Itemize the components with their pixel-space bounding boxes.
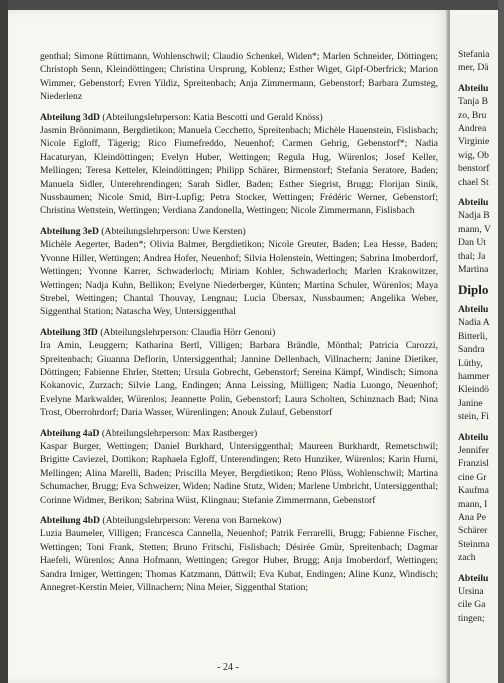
right-page-line: cine Gr — [458, 471, 487, 483]
right-page-heading: Abteilu — [458, 431, 489, 443]
right-page-line: zo, Bru — [458, 109, 487, 121]
right-page-heading: Abteilu — [458, 303, 489, 315]
right-page — [450, 10, 498, 683]
right-page-line: Tanja B — [458, 96, 488, 108]
right-page-line: Martina — [458, 264, 489, 276]
left-page-column — [40, 50, 438, 601]
section-teacher: (Abteilungslehrperson: Verena von Barnekow) — [99, 515, 282, 526]
right-page-line: Sandra — [458, 344, 485, 356]
section-names-4bD: Luzia Baumeler, Villigen; Francesca Cannella, Neuenhof; Patrik Ferrarelli, Brugg; Fabienne Fischer, Wettingen; Toni Frank, Stetten; Bruno Fritschi, Fislisbach; Désirée Gmür, Spreitenbach; Dagmar Haefeli, Würenlos; Anna Hofmann, Wettingen; Gregor Huber, Brugg; Anja Imoberdorf, Wettingen; Sandra Irniger, Wettingen; Thomas Katzmann, Dättwil; Eva Kubat, Endingen; Aline Kunz, Windisch; Annegret-Kerstin Meier, Villnachern; Nina Meier, Siggenthal Station; — [40, 528, 438, 594]
section-heading-4aD — [40, 427, 438, 440]
right-page-line: hammer — [458, 370, 490, 382]
section-heading-3dD — [40, 111, 438, 124]
right-page-line: stein, Fi — [458, 411, 489, 423]
right-page-line: zach — [458, 552, 476, 564]
right-page-line: mann, V — [458, 223, 491, 235]
section-label: Abteilung 3dD — [40, 111, 100, 123]
right-page-line: chael St — [458, 176, 489, 188]
section-heading-3fD — [40, 326, 438, 339]
right-page-line: Dan Ut — [458, 237, 486, 249]
section-label: Abteilung 4bD — [40, 515, 100, 526]
scanner-frame-top — [0, 0, 504, 10]
right-page-line: Stefania — [458, 49, 490, 60]
right-page-line: Franzisl — [458, 458, 489, 470]
right-page-heading: Abteilu — [458, 82, 489, 94]
right-page-line: Janine — [458, 397, 483, 409]
right-page-column — [458, 48, 498, 625]
section-label: Abteilung 4aD — [40, 427, 100, 439]
right-page-heading: Abteilu — [458, 197, 489, 209]
section-label: Abteilung 3fD — [40, 326, 98, 338]
scanner-frame-right — [498, 0, 504, 683]
right-page-line: Virginie — [458, 136, 490, 148]
scanner-frame-left — [0, 0, 8, 683]
right-page-line: Schärer — [458, 525, 488, 537]
right-page-line: thal; Ja — [458, 250, 486, 262]
intro-paragraph: genthal; Simone Rüttimann, Wohlenschwil; Claudio Schenkel, Widen*; Marlen Schneider, Döttingen; Christoph Senn, Kleindöttingen; Christina Ursprung, Koblenz; Esther Wiget, Gipf-Oberfrick; Marion Wimmer, Gebenstorf; Evren Yildiz, Spreitenbach; Anja Zimmermann, Gebenstorf; Barbara Zumsteg, Niederlenz — [40, 51, 438, 103]
right-page-heading: Diplo — [458, 281, 489, 297]
section-names-3fD: Ira Amin, Leuggern; Katharina Bertl, Villigen; Barbara Brändle, Mönthal; Patricia Carozzi, Spreitenbach; Giuanna Deflorin, Untersiggenthal; Jannine Dellenbach, Villnachern; Janine Dietiker, Döttingen; Fabienne Ehrler, Stetten; Ursula Gobrecht, Gebenstorf; Sereina Kämpf, Windisch; Simona Kokanovic, Zurzach; Silvie Lang, Endingen; Anna Leissing, Mülligen; Nadia Luongo, Neuenhof; Evelyne Markwalder, Würenlos; Jeannette Polin, Gebenstorf; Laura Scholten, Schinznach Bad; Nina Trost, Oberrohrdorf; Daria Wasser, Würenlingen; Anouk Zulauf, Gebenstorf — [40, 340, 438, 419]
right-page-heading: Abteilu — [458, 572, 489, 584]
right-page-line: Lüthy, — [458, 357, 483, 369]
right-page-line: Jennifer — [458, 444, 489, 456]
section-names-3dD: Jasmin Brönnimann, Bergdietikon; Manuela Cecchetto, Spreitenbach; Michèle Hauenstein, Fislisbach; Nicole Egloff, Tägerig; Rico Fiumefreddo, Neuenhof; Carmen Gehrig, Gebenstorf*; Nadia Hacaturyan, Kleindöttingen; Evelyn Huber, Wettingen; Regula Hug, Würenlos; Josef Keller, Mellingen; Teresa Ketteler, Kleindöttingen; Philipp Schärer, Birmenstorf; Stefania Seratore, Baden; Manuela Sidler, Unterehrendingen; Sarah Sidler, Baden; Esther Siegrist, Brugg; Florijan Sinik, Nussbaumen; Nicole Smid, Birr-Lupfig; Petra Stocker, Wettingen; Frédéric Werner, Gebenstorf; Christina Wettstein, Wettingen; Verdiana Zandonella, Wettingen; Nicole Zimmermann, Fislisbach — [40, 125, 438, 217]
section-label: Abteilung 3eD — [40, 225, 99, 237]
right-page-line: benstorf — [458, 163, 490, 175]
right-page-line: Ana Pe — [458, 512, 486, 523]
right-page-line: Kaufma — [458, 485, 489, 497]
section-teacher: (Abteilungslehrperson: Katia Bescotti und Gerald Knöss) — [99, 111, 323, 123]
right-page-line: Nadia A — [458, 317, 490, 329]
right-page-line: mer, Dä — [458, 62, 489, 74]
section-teacher: (Abteilungslehrperson: Uwe Kersten) — [98, 225, 246, 237]
section-heading-4bD — [40, 514, 438, 527]
right-page-line: Bitterli, — [458, 330, 488, 342]
right-page-line: mann, I — [458, 498, 488, 510]
section-names-3eD: Michèle Aegerter, Baden*; Olivia Balmer, Bergdietikon; Nicole Greuter, Baden; Lea Hesse, Baden; Yvonne Hiller, Wettingen; Andrea Hofer, Neuenhof; Silvia Holenstein, Wettingen; Sabrina Imoberdorf, Wettingen; Yvonne Karrer, Schwaderloch; Miriam Kohler, Schwaderloch; Marlen Krakowitzer, Wettingen; Nadja Kuhn, Bellikon; Evelyne Niederberger, Künten; Martina Schuler, Würenlos; Maya Strebel, Wettingen; Chantal Thouvay, Lengnau; Lucia Übersax, Nussbaumen; Angelika Weber, Siggenthal Station; Natascha Wey, Untersiggenthal — [40, 239, 438, 318]
right-page-line: Nadja B — [458, 210, 490, 222]
right-page-line: Kleindö — [458, 384, 489, 396]
left-page — [8, 10, 448, 683]
section-teacher: (Abteilungslehrperson: Claudia Hörr Genoni) — [97, 326, 276, 338]
page-number: - 24 - — [217, 662, 239, 673]
right-page-line: Steinma — [458, 538, 490, 550]
right-page-line: Andrea — [458, 123, 487, 135]
right-page-line: wig, Ob — [458, 149, 489, 161]
right-page-line: cile Ga — [458, 599, 486, 611]
right-page-line: tingen; — [458, 612, 485, 624]
right-page-line: Ursina — [458, 586, 484, 598]
section-teacher: (Abteilungslehrperson: Max Rastberger) — [99, 427, 258, 439]
section-names-4aD: Kaspar Burger, Wettingen; Daniel Burkhard, Untersiggenthal; Maureen Burkhardt, Remetschwil; Brigitte Caviezel, Dottikon; Raphaela Egloff, Unterendingen; Reto Hunziker, Würenlos; Karin Hurni, Mellingen; Alina Marelli, Baden; Priscilla Meyer, Bergdietikon; Reno Plüss, Wohlenschwil; Martina Schumacher, Brugg; Eva Schweizer, Widen; Nadine Stutz, Widen; Marlene Umbricht, Untersiggenthal; Corinne Widmer, Berikon; Sabrina Wüst, Klingnau; Stefanie Zimmermann, Gebenstorf — [40, 440, 438, 506]
section-heading-3eD — [40, 225, 438, 238]
